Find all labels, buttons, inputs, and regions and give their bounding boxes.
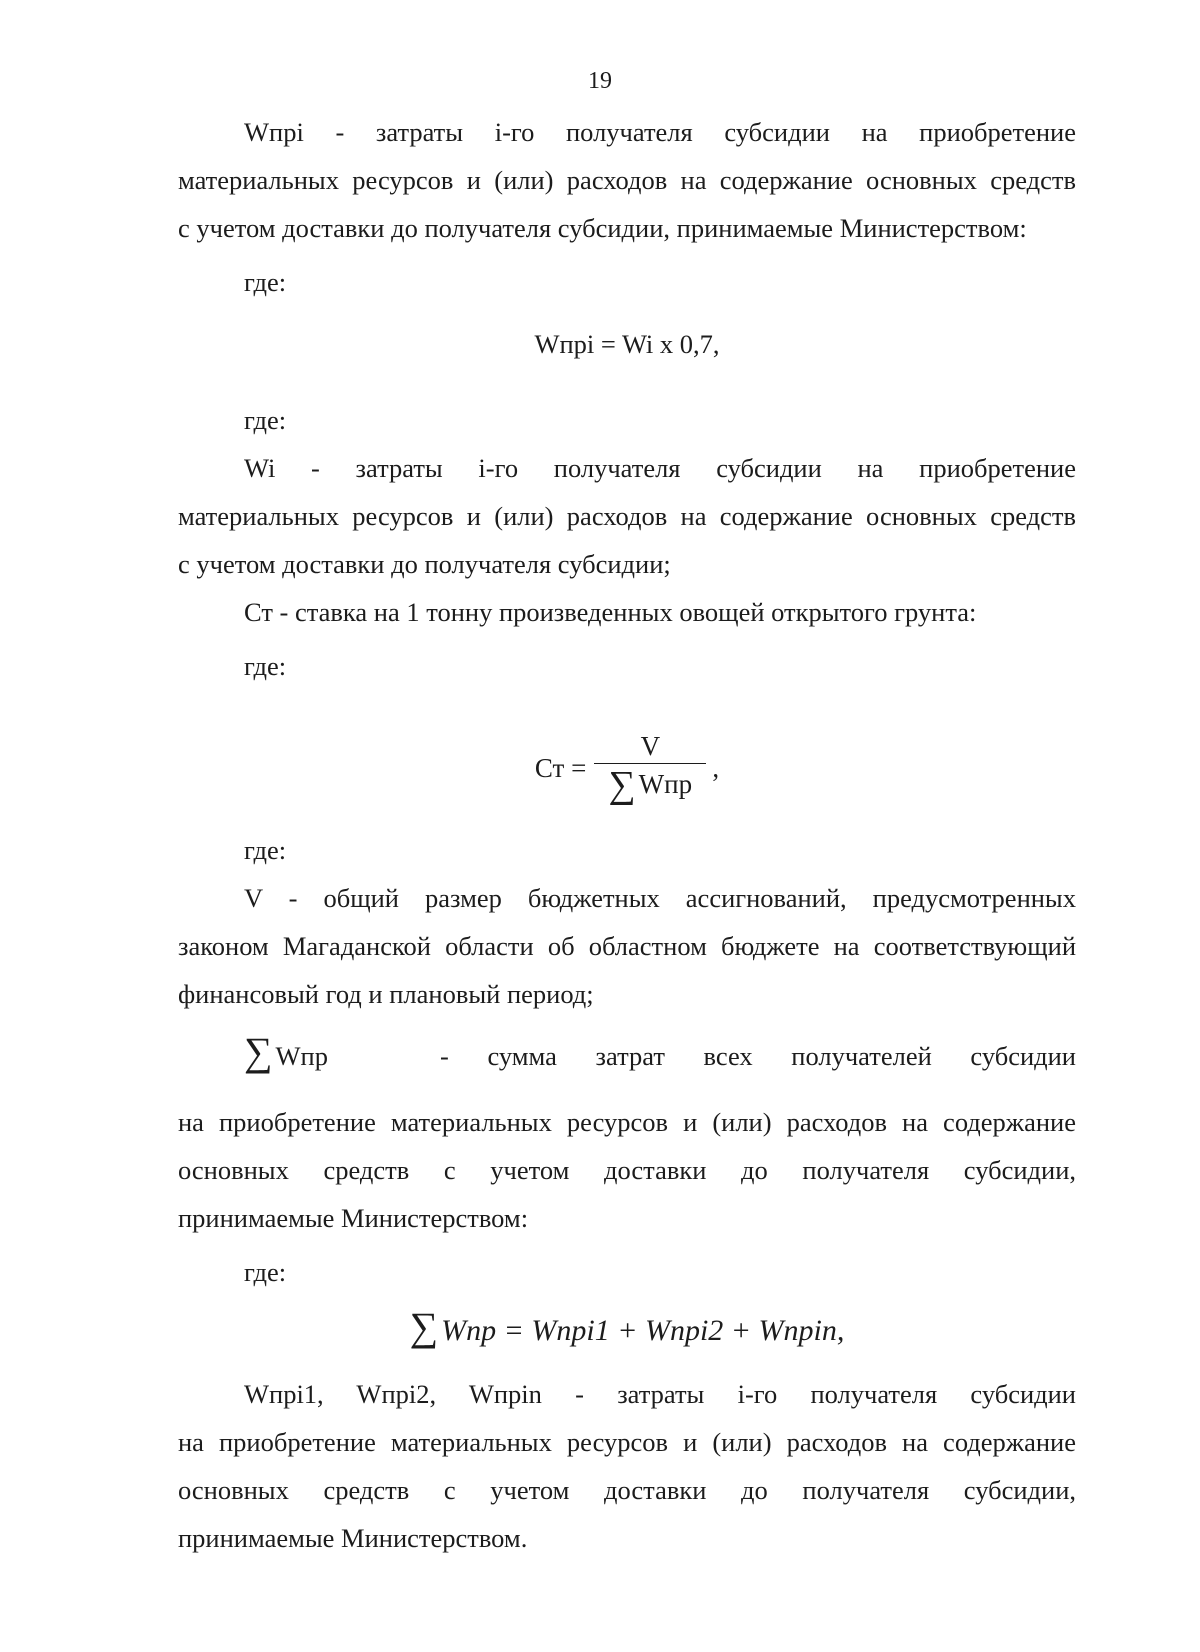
gde-label: где: [244, 405, 287, 435]
formula-sum-expression: Wnp = Wnpi1 + Wnpi2 + Wnpin, [441, 1314, 845, 1347]
formula-ct-denominator [609, 764, 693, 804]
sigma-symbol: ∑ [608, 763, 636, 806]
formula-ct-tail: , [712, 752, 720, 783]
page-number: 19 [588, 68, 612, 94]
paragraph-line: финансовый год и плановый период; [178, 979, 594, 1009]
paragraph-line: с учетом доставки до получателя субсидии, принимаемые Министерством: [178, 213, 1027, 243]
paragraph-line: на приобретение материальных ресурсов и (или) расходов на содержание [178, 1107, 1076, 1137]
formula-sum [178, 1304, 1076, 1349]
sum-term [178, 1029, 400, 1074]
paragraph-wi [178, 444, 1076, 588]
paragraph-wnpi [178, 108, 1076, 252]
sum-first-line-rest [400, 1032, 1076, 1080]
paragraph-line: Wi - затраты i-го получателя субсидии на приобретение [244, 453, 1076, 483]
sigma-symbol: ∑ [409, 1304, 439, 1349]
gde-label: где: [244, 651, 287, 681]
formula-ct-numerator: V [640, 730, 661, 761]
paragraph-ct: Ст - ставка на 1 тонну произведенных овощей открытого грунта: [244, 597, 977, 627]
paragraph-line: законом Магаданской области об областном бюджете на соответствующий [178, 931, 1076, 961]
paragraph-line: Wпрi - затраты i-го получателя субсидии на приобретение [244, 117, 1076, 147]
sum-term-label: Wпр [275, 1041, 328, 1071]
formula-ct [178, 714, 1076, 818]
formula-ct-denominator-term: Wпр [638, 768, 693, 799]
formula-ct-lhs: Ст = [534, 752, 587, 783]
paragraph-v [178, 874, 1076, 1018]
formula-ct-fraction [594, 729, 706, 804]
sigma-symbol: ∑ [244, 1029, 273, 1074]
paragraph-line: принимаемые Министерством: [178, 1203, 529, 1233]
paragraph-line: основных средств с учетом доставки до получателя субсидии, [178, 1475, 1076, 1505]
paragraph-line: материальных ресурсов и (или) расходов на содержание основных средств [178, 501, 1076, 531]
gde-label: где: [244, 1257, 287, 1287]
paragraph-line: с учетом доставки до получателя субсидии; [178, 549, 671, 579]
paragraph-sum [178, 1029, 1076, 1242]
paragraph-terms [178, 1370, 1076, 1562]
paragraph-line: материальных ресурсов и (или) расходов на содержание основных средств [178, 165, 1076, 195]
paragraph-line: основных средств с учетом доставки до получателя субсидии, [178, 1155, 1076, 1185]
paragraph-line: принимаемые Министерством. [178, 1523, 528, 1553]
paragraph-line: на приобретение материальных ресурсов и (или) расходов на содержание [178, 1427, 1076, 1457]
sum-first-line [178, 1029, 1076, 1098]
document-body [178, 108, 1076, 1562]
gde-label: где: [244, 835, 287, 865]
paragraph-line: - сумма затрат всех получателей субсидии [440, 1041, 1076, 1071]
paragraph-line: Wпрi1, Wпрi2, Wпрin - затраты i-го получателя субсидии [244, 1379, 1076, 1409]
paragraph-line: V - общий размер бюджетных ассигнований, предусмотренных [244, 883, 1076, 913]
formula-wnpi: Wпрi = Wi x 0,7, [534, 329, 720, 359]
gde-label: где: [244, 267, 287, 297]
